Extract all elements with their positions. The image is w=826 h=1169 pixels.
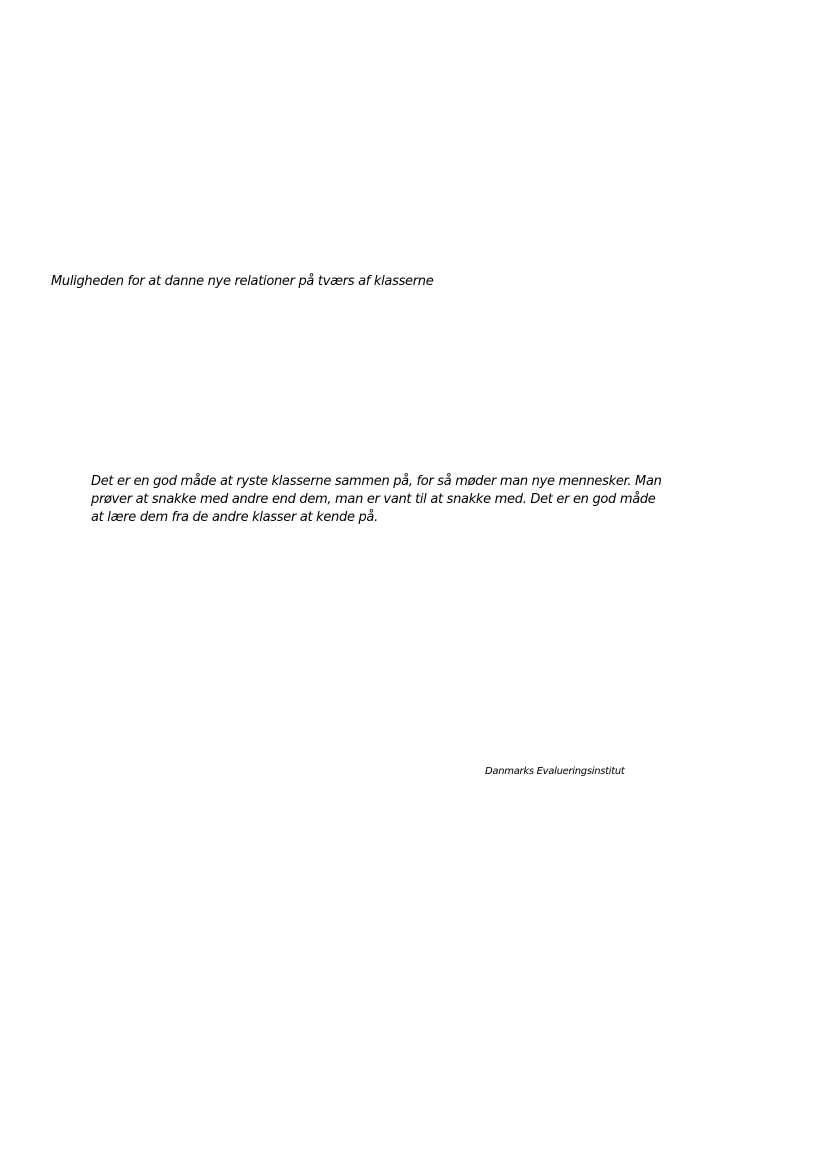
quote-line: at lære dem fra de andre klasser at kende på. xyxy=(91,510,378,525)
section-heading: Muligheden for at danne nye relationer på tværs af klasserne xyxy=(51,274,434,289)
quote-line: Det er en god måde at ryste klasserne sammen på, for så møder man nye mennesker. Man xyxy=(91,474,662,489)
quote-line: prøver at snakke med andre end dem, man er vant til at snakke med. Det er en god måde xyxy=(91,492,656,507)
quote-block xyxy=(91,473,662,527)
page-footer: Danmarks Evalueringsinstitut xyxy=(485,766,625,777)
